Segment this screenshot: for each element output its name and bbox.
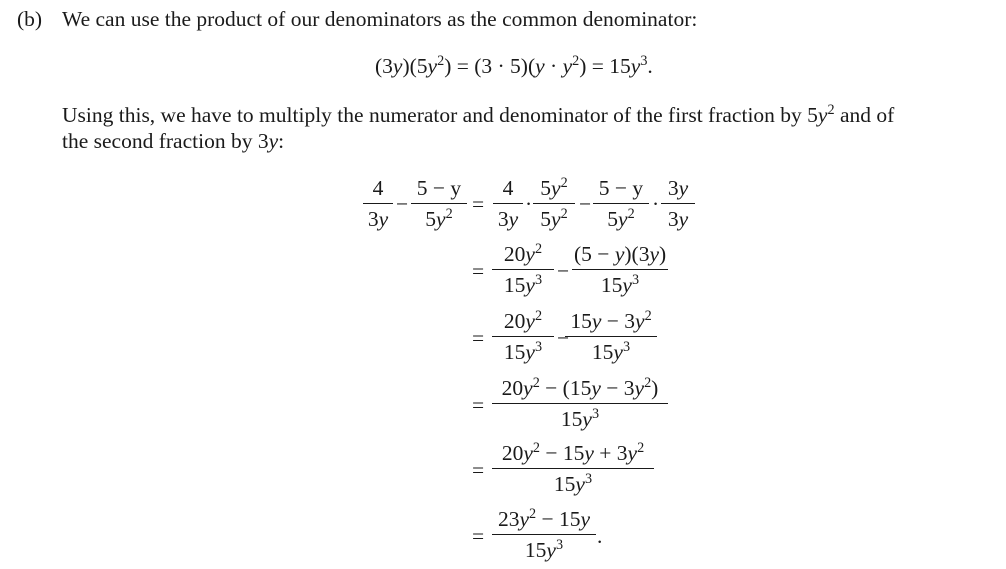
part-label: (b)	[17, 7, 43, 31]
common-denominator-equation: $(3y)(5y^2) = (3 \cdot 5)(y \cdot y^2) = 15y^3$.	[375, 52, 653, 78]
equals-sign: =	[472, 259, 485, 283]
fraction-20y2-over-15y3: $\frac{20y^2}{15y^3}$	[492, 309, 554, 365]
fraction-5y2-over-5y2: $\frac{5y^2}{5y^2}$	[533, 176, 575, 232]
fraction-20y2-over-15y3: $\frac{20y^2}{15y^3}$	[492, 242, 554, 298]
fraction-expanded-over-15y3: $\frac{20y^2 - 15y + 3y^2}{15y^3}$	[492, 441, 654, 497]
fraction-4-over-3y: $\frac{4}{3y}$	[493, 176, 523, 232]
fraction-final-result: $\frac{23y^2 - 15y}{15y^3}$	[492, 507, 596, 563]
dot-operator: ·	[525, 192, 533, 216]
fraction-product-over-15y3: $\frac{(5 - y)(3y)}{15y^3}$	[574, 242, 667, 297]
fraction-5-minus-y-over-5y2: $\frac{5 - y}{5y^2}$	[411, 176, 467, 232]
fraction-difference-over-15y3: $\frac{15y - 3y^2}{15y^3}$	[565, 309, 657, 365]
fraction-3y-over-3y: $\frac{3y}{3y}$	[661, 176, 695, 232]
explanation-line-2: the second fraction by 3y:	[62, 129, 285, 153]
minus-sign: −	[579, 192, 592, 216]
equals-sign: =	[472, 458, 485, 482]
minus-sign: −	[557, 259, 570, 283]
equals-sign: =	[472, 393, 485, 417]
fraction-combined-over-15y3: $\frac{20y^2 - (15y - 3y^2)}{15y^3}$	[492, 376, 668, 432]
fraction-5-minus-y-over-5y2: $\frac{5 - y}{5y^2}$	[593, 176, 649, 232]
equals-sign: =	[472, 192, 485, 216]
period: .	[597, 524, 603, 548]
explanation-line-1: Using this, we have to multiply the numerator and denominator of the first fraction by $5y^2$ and of	[62, 101, 895, 127]
equals-sign: =	[472, 524, 485, 548]
intro-text: We can use the product of our denominators as the common denominator:	[62, 7, 698, 31]
minus-sign: −	[557, 326, 570, 350]
fraction-4-over-3y: $\frac{4}{3y}$	[363, 176, 393, 232]
dot-operator: ·	[652, 192, 660, 216]
minus-sign: −	[396, 192, 409, 216]
equals-sign: =	[472, 326, 485, 350]
